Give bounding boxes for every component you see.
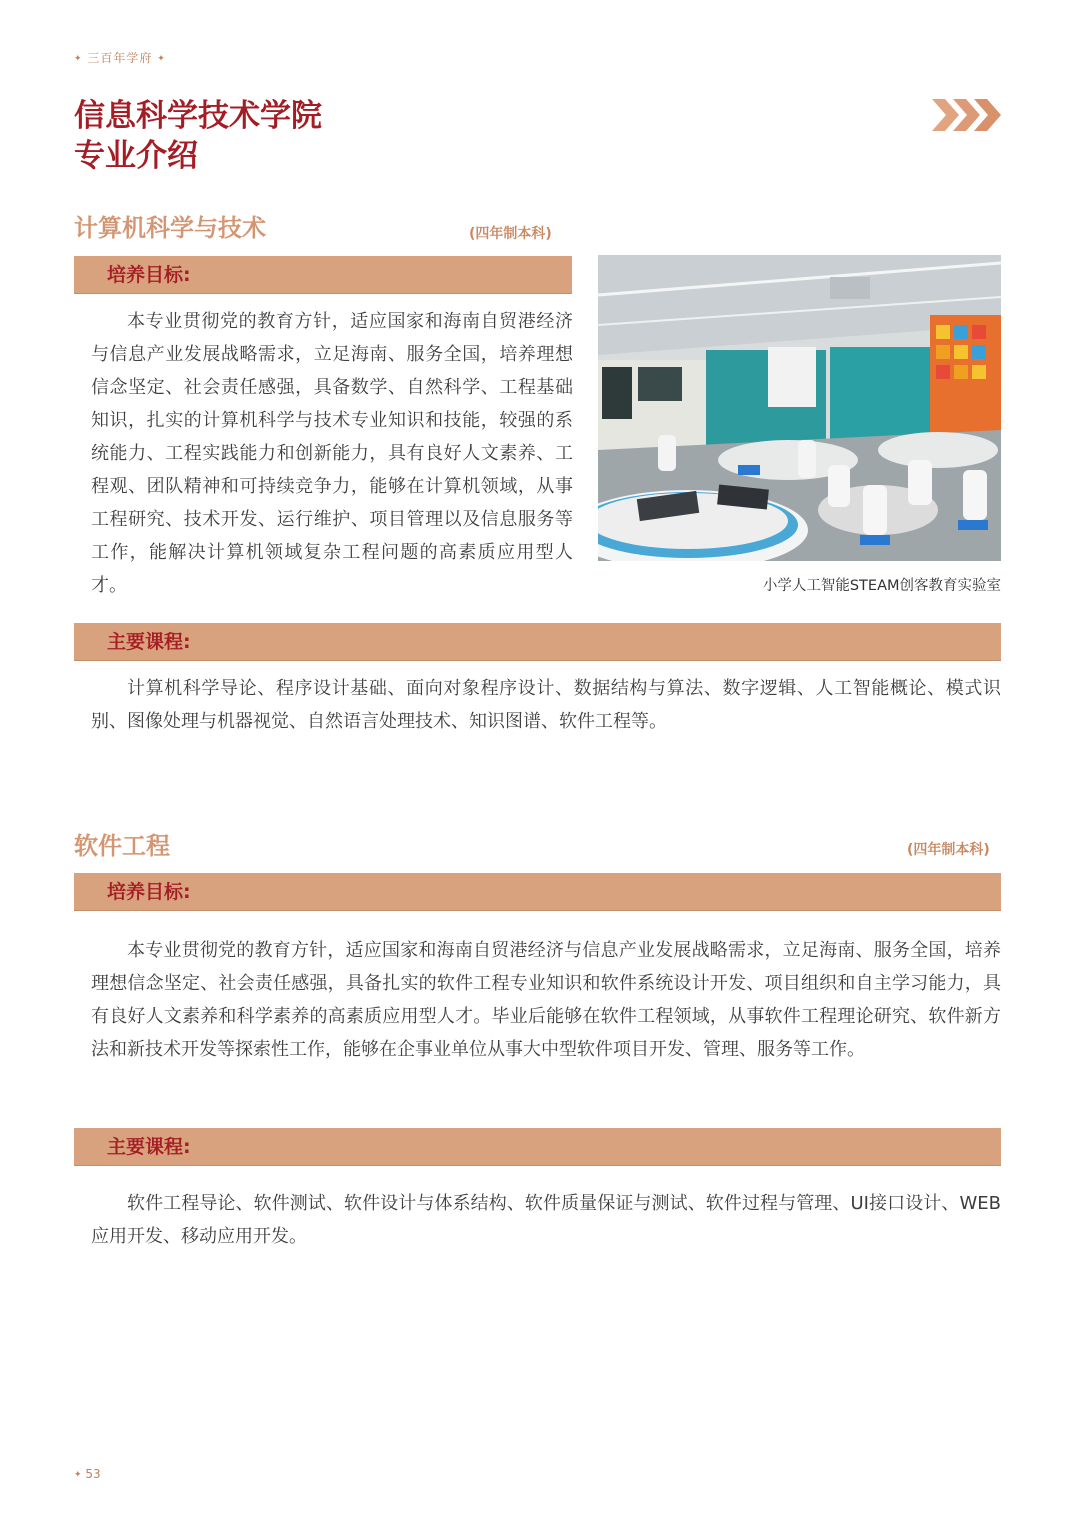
major-title-se: 软件工程 <box>74 832 170 860</box>
duration-label-cs: (四年制本科) <box>469 226 552 242</box>
diamond-icon: ✦ <box>74 1470 82 1480</box>
header-tag-label: 三百年学府 <box>87 51 153 65</box>
goal-label-cs: 培养目标: <box>107 264 191 286</box>
courses-text-se: 软件工程导论、软件测试、软件设计与体系结构、软件质量保证与测试、软件过程与管理、UI接口设计、WEB应用开发、移动应用开发。 <box>91 1193 1001 1247</box>
courses-label-se: 主要课程: <box>107 1136 191 1158</box>
goal-label-se: 培养目标: <box>107 881 191 903</box>
page-number-value: 53 <box>85 1467 101 1481</box>
classroom-illustration <box>598 255 1001 561</box>
courses-bar-cs <box>74 623 1001 661</box>
goal-text-se: 本专业贯彻党的教育方针，适应国家和海南自贸港经济与信息产业发展战略需求，立足海南、服务全国，培养理想信念坚定、社会责任感强，具备扎实的软件工程专业知识和软件系统设计开发、项目组织和自主学习能力，具有良好人文素养和科学素养的高素质应用型人才。毕业后能够在软件工程领域，从事软件工程理论研究、软件新方法和新技术开发等探索性工作，能够在企事业单位从事大中型软件项目开发、管理、服务等工作。 <box>91 940 1001 1060</box>
goal-text-cs: 本专业贯彻党的教育方针，适应国家和海南自贸港经济与信息产业发展战略需求，立足海南、服务全国，培养理想信念坚定、社会责任感强，具备数学、自然科学、工程基础知识，扎实的计算机科学与技术专业知识和技能，较强的系统能力、工程实践能力和创新能力，具有良好人文素养、工程观、团队精神和可持续竞争力，能够在计算机领域，从事工程研究、技术开发、运行维护、项目管理以及信息服务等工作，能解决计算机领域复杂工程问题的高素质应用型人才。 <box>91 311 573 596</box>
courses-label-cs: 主要课程: <box>107 631 191 653</box>
page-title-line2: 专业介绍 <box>74 138 198 174</box>
goal-bar-se <box>74 873 1001 911</box>
page-title-line1: 信息科学技术学院 <box>74 98 322 134</box>
page-title <box>74 96 322 176</box>
duration-label-se: (四年制本科) <box>907 842 990 858</box>
courses-text-cs: 计算机科学导论、程序设计基础、面向对象程序设计、数据结构与算法、数字逻辑、人工智能概论、模式识别、图像处理与机器视觉、自然语言处理技术、知识图谱、软件工程等。 <box>91 678 1001 732</box>
page-number <box>74 1467 101 1481</box>
courses-bar-se <box>74 1128 1001 1166</box>
diamond-icon: ✦ <box>74 54 83 64</box>
photo-caption: 小学人工智能STEAM创客教育实验室 <box>762 578 1001 594</box>
header-tag <box>74 49 166 66</box>
major-title-cs: 计算机科学与技术 <box>74 214 266 242</box>
classroom-photo <box>598 255 1001 561</box>
diamond-icon: ✦ <box>157 54 166 64</box>
triple-chevron-icon <box>932 99 1002 131</box>
goal-bar-cs <box>74 256 572 294</box>
